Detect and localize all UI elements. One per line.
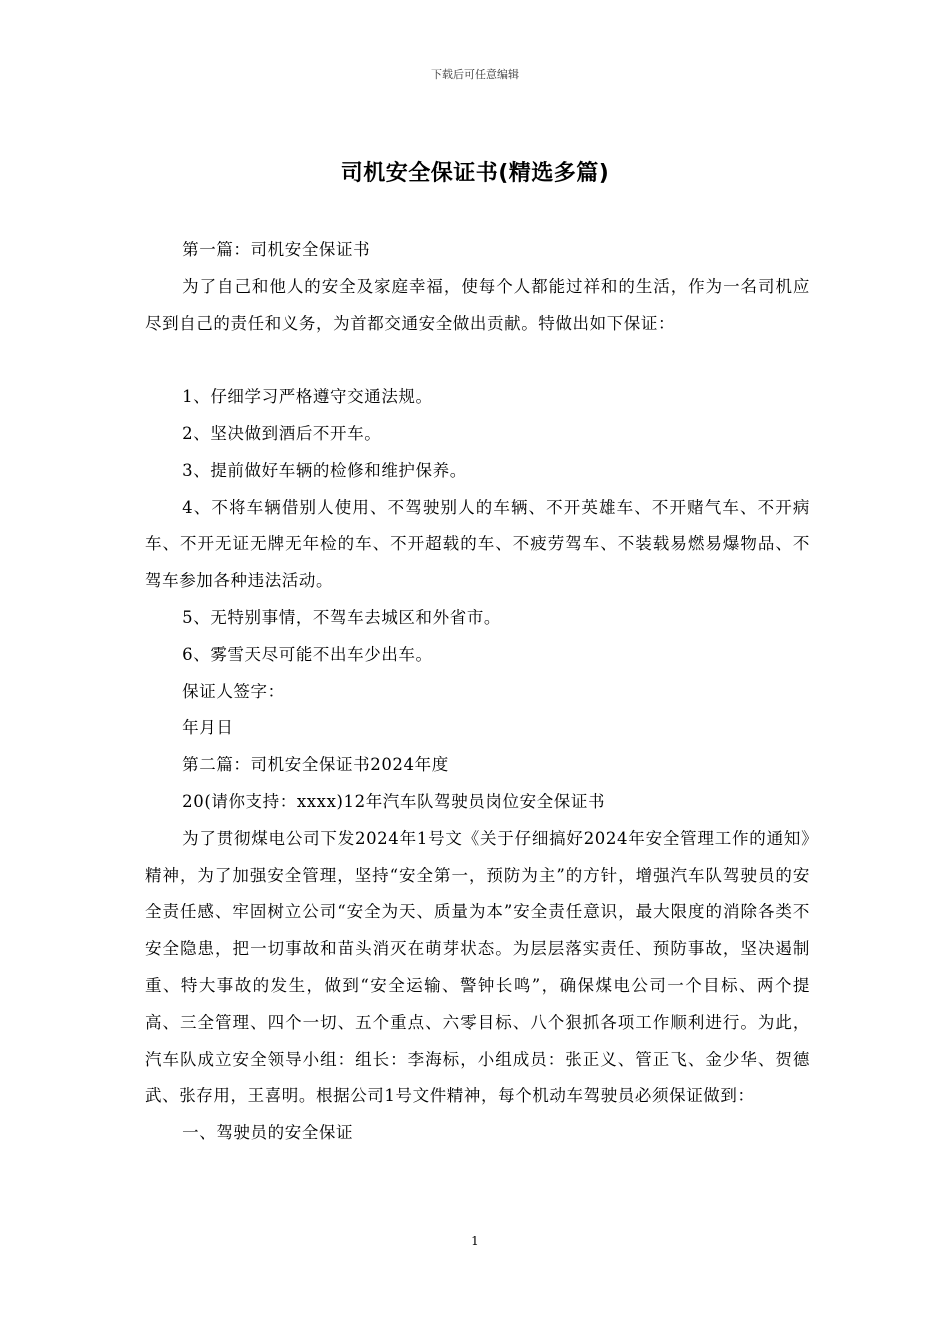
blank-line: [145, 342, 810, 379]
signature-line: 保证人签字：: [182, 681, 285, 701]
header-note: 下载后可任意编辑: [431, 68, 519, 81]
list-item: 5、无特别事情，不驾车去城区和外省市。: [182, 607, 502, 627]
list-item: 6、雾雪天尽可能不出车少出车。: [182, 644, 433, 664]
document-title: 司机安全保证书(精选多篇): [340, 161, 610, 186]
section-heading: 第一篇：司机安全保证书: [182, 240, 371, 259]
list-item: 1、仔细学习严格遵守交通法规。: [182, 387, 433, 407]
page-number: 1: [471, 1234, 479, 1248]
subsection-heading: 一、驾驶员的安全保证: [182, 1123, 354, 1143]
paragraph: 20(请你支持：xxxx)12年汽车队驾驶员岗位安全保证书: [182, 791, 606, 811]
document-body: [145, 232, 810, 1152]
list-item: 4、不将车辆借别人使用、不驾驶别人的车辆、不开英雄车、不开赌气车、不开病车、不开无证无牌无年检的车、不开超载的车、不疲劳驾车、不装载易燃易爆物品、不驾车参加各种违法活动。: [145, 497, 810, 591]
list-item: 3、提前做好车辆的检修和维护保养。: [182, 460, 467, 480]
paragraph: 为了自己和他人的安全及家庭幸福，使每个人都能过祥和的生活，作为一名司机应尽到自己的责任和义务，为首都交通安全做出贡献。特做出如下保证：: [145, 276, 810, 333]
paragraph: 为了贯彻煤电公司下发2024年1号文《关于仔细搞好2024年安全管理工作的通知》精神，为了加强安全管理，坚持“安全第一，预防为主”的方针，增强汽车队驾驶员的安全责任感、牢固树立公司“安全为天、质量为本”安全责任意识，最大限度的消除各类不安全隐患，把一切事故和苗头消灭在萌芽状态。为层层落实责任、预防事故，坚决遏制重、特大事故的发生，做到“安全运输、警钟长鸣”，确保煤电公司一个目标、两个提高、三全管理、四个一切、五个重点、六零目标、八个狠抓各项工作顺利进行。为此，汽车队成立安全领导小组：组长：李海标，小组成员：张正义、管正飞、金少华、贺德武、张存用，王喜明。根据公司1号文件精神，每个机动车驾驶员必须保证做到：: [145, 828, 810, 1106]
date-line: 年月日: [182, 718, 234, 738]
section-heading: 第二篇：司机安全保证书2024年度: [182, 755, 449, 775]
list-item: 2、坚决做到酒后不开车。: [182, 423, 382, 443]
